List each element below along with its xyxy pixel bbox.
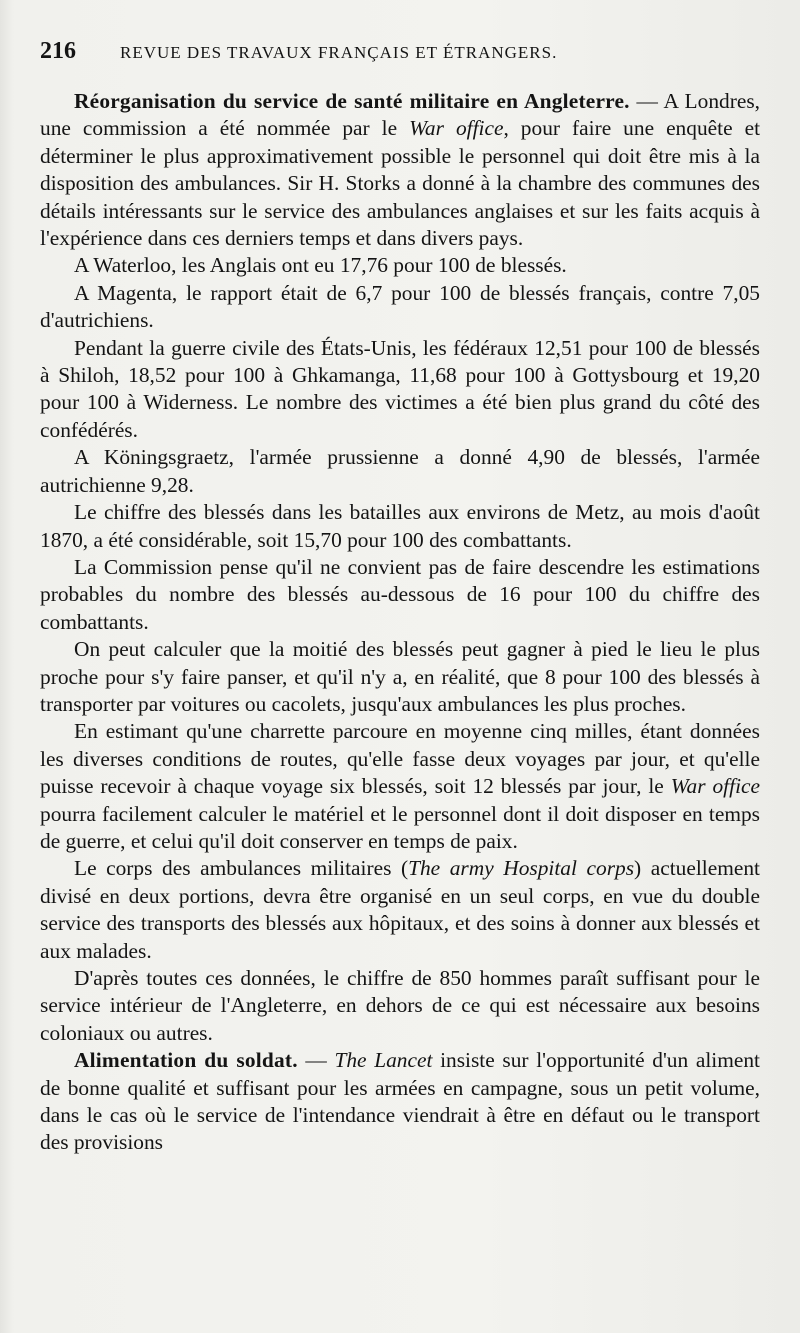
page-body — [40, 88, 760, 1157]
page-number: 216 — [40, 38, 76, 64]
text-span: ) actuellement divisé en deux portions, devra être organisé en un seul corps, en vue du double service des transports des blessés aux hôpitaux, et des soins à donner aux blessés et aux malades. — [40, 856, 761, 963]
paragraph-charrette — [40, 718, 760, 855]
text-span: , pour faire une enquête et déterminer le plus approximativement possible le personnel qui doit être mis à la disposition des ambulances. Sir H. Storks a donné à la chambre des communes des détails intéressants sur le service des ambulances anglaises et sur les faits acquis à l'expérience dans ces derniers temps et dans divers pays. — [40, 116, 761, 251]
italic-war-office: War office — [409, 116, 504, 141]
text-span: Le corps des ambulances militaires ( — [74, 856, 409, 881]
italic-war-office: War office — [670, 774, 760, 799]
paragraph-transport: On peut calculer que la moitié des blessés peut gagner à pied le lieu le plus proche pour s'y faire panser, et qu'il n'y a, en réalité, que 8 pour 100 des blessés à transporter par voitures ou cacolets, jusqu'aux ambulances les plus proches. — [40, 637, 760, 716]
page-header — [40, 38, 780, 65]
text-span: insiste sur l'opportunité d'un aliment de bonne qualité et suffisant pour les armées en campagne, sous un petit volume, dans le cas où le service de l'intendance viendrait à être en défaut ou le transport des provisions — [40, 1048, 761, 1155]
paragraph-850-men: D'après toutes ces données, le chiffre de 850 hommes paraît suffisant pour le service intérieur de l'Angleterre, en dehors de ce qui est nécessaire aux besoins coloniaux ou autres. — [40, 966, 760, 1045]
section-heading-reorganisation: Réorganisation du service de santé militaire en Angleterre. — [74, 89, 630, 113]
running-title: REVUE DES TRAVAUX FRANÇAIS ET ÉTRANGERS. — [120, 43, 558, 62]
paragraph-hospital-corps — [40, 855, 760, 965]
paragraph-metz: Le chiffre des blessés dans les batailles aux environs de Metz, au mois d'août 1870, a été considérable, soit 15,70 pour 100 des combattants. — [40, 500, 760, 552]
text-span: — A Londres, une commission a été nommée par le — [40, 89, 760, 141]
paragraph-civil-war: Pendant la guerre civile des États-Unis, les fédéraux 12,51 pour 100 de blessés à Shiloh, 18,52 pour 100 à Ghkamanga, 11,68 pour 100 à Gottysbourg et 19,20 pour 100 à Widerness. Le nombre des victimes a été bien plus grand du côté des confédérés. — [40, 335, 760, 442]
paragraph-commission-estimate: La Commission pense qu'il ne convient pas de faire descendre les estimations probables du nombre des blessés au-dessous de 16 pour 100 du chiffre des combattants. — [40, 554, 760, 634]
paragraph-magenta: A Magenta, le rapport était de 6,7 pour 100 de blessés français, contre 7,05 d'autrichiens. — [40, 280, 760, 333]
paragraph-waterloo: A Waterloo, les Anglais ont eu 17,76 pour 100 de blessés. — [74, 253, 567, 278]
paragraph-alimentation — [40, 1047, 760, 1157]
text-span: En estimant qu'une charrette parcoure en moyenne cinq milles, étant données les diverses conditions de routes, qu'elle fasse deux voyages par jour, et qu'elle puisse recevoir à chaque voyage six blessés, soit 12 blessés par jour, le — [40, 719, 760, 799]
paragraph-reorganisation-intro — [40, 88, 760, 252]
italic-the-lancet: The Lancet — [334, 1048, 433, 1073]
paragraph-koningsgraetz: A Köningsgraetz, l'armée prussienne a donné 4,90 de blessés, l'armée autrichienne 9,28. — [40, 445, 760, 497]
section-heading-alimentation: Alimentation du soldat. — [74, 1048, 298, 1073]
text-span: pourra facilement calculer le matériel et le personnel dont il doit disposer en temps de guerre, et celui qu'il doit conserver en temps de paix. — [40, 801, 760, 853]
text-span: — — [297, 1048, 335, 1073]
italic-army-hospital-corps: The army Hospital corps — [408, 856, 635, 881]
